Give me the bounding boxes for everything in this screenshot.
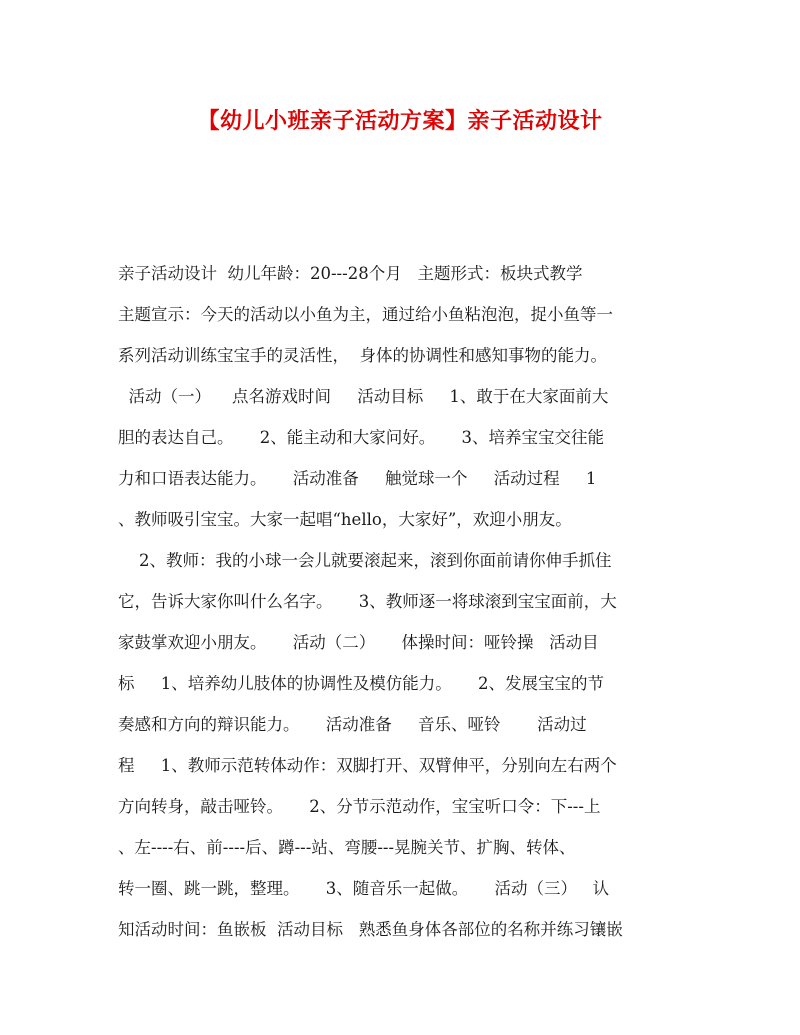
text-line: 家鼓掌欢迎小朋友。 活动（二） 体操时间：哑铃操 活动目 bbox=[118, 633, 599, 652]
text-line: 知活动时间：鱼嵌板 活动目标 熟悉鱼身体各部位的名称并练习镶嵌 bbox=[118, 920, 623, 939]
document-body bbox=[118, 262, 684, 959]
document-title: 【幼儿小班亲子活动方案】亲子活动设计 bbox=[197, 108, 603, 134]
text-line: 系列活动训练宝宝手的灵活性， 身体的协调性和感知事物的能力。 bbox=[118, 346, 607, 365]
text-line: 活动（一） 点名游戏时间 活动目标 1、敢于在大家面前大 bbox=[118, 387, 609, 406]
text-line: 、教师吸引宝宝。大家一起唱“hello，大家好”，欢迎小朋友。 bbox=[118, 510, 572, 529]
text-line: 转一圈、跳一跳，整理。 3、随音乐一起做。 活动（三） 认 bbox=[118, 879, 610, 898]
text-line: 、左----右、前----后、蹲---站、弯腰---晃腕关节、扩胸、转体、 bbox=[118, 838, 576, 857]
text-line: 程 1、教师示范转体动作：双脚打开、双臂伸平，分别向左右两个 bbox=[118, 756, 617, 775]
text-line: 它，告诉大家你叫什么名字。 3、教师逐一将球滚到宝宝面前，大 bbox=[118, 592, 617, 611]
text-line: 奏感和方向的辩识能力。 活动准备 音乐、哑铃 活动过 bbox=[118, 715, 587, 734]
text-line: 胆的表达自己。 2、能主动和大家问好。 3、培养宝宝交往能 bbox=[118, 428, 604, 447]
text-line: 亲子活动设计 幼儿年龄：20---28个月 主题形式：板块式教学 bbox=[118, 264, 583, 283]
text-line: 力和口语表达能力。 活动准备 触觉球一个 活动过程 1 bbox=[118, 469, 597, 488]
text-line: 2、教师：我的小球一会儿就要滚起来，滚到你面前请你伸手抓住 bbox=[118, 551, 612, 570]
text-line: 方向转身，敲击哑铃。 2、分节示范动作，宝宝听口令：下---上 bbox=[118, 797, 601, 816]
text-line: 主题宣示：今天的活动以小鱼为主，通过给小鱼粘泡泡，捉小鱼等一 bbox=[118, 305, 613, 324]
text-line: 标 1、培养幼儿肢体的协调性及模仿能力。 2、发展宝宝的节 bbox=[118, 674, 604, 693]
